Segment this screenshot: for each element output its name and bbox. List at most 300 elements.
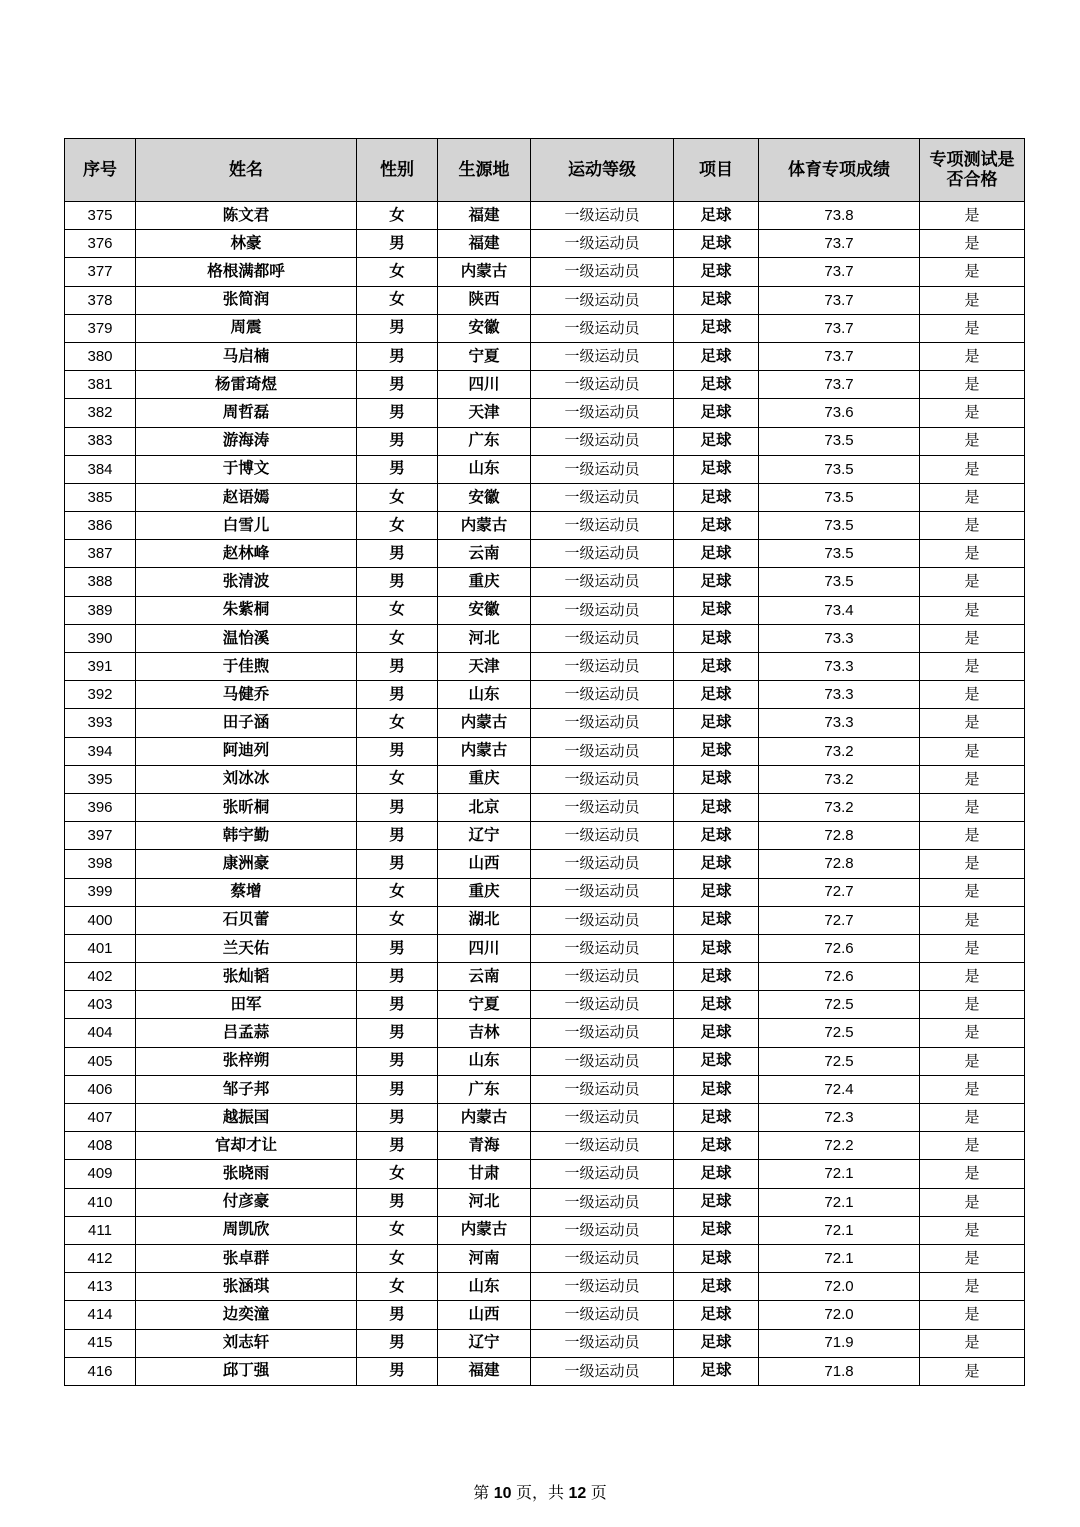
cell-gender: 男 [357,1075,438,1103]
cell-pass: 是 [920,1104,1025,1132]
cell-origin: 陕西 [438,286,531,314]
table-row [65,1188,1025,1216]
cell-name: 张晓雨 [136,1160,357,1188]
cell-score: 72.8 [759,850,920,878]
cell-pass: 是 [920,1301,1025,1329]
cell-pass: 是 [920,850,1025,878]
cell-name: 张灿韬 [136,963,357,991]
cell-name: 张昕桐 [136,793,357,821]
cell-name: 兰天佑 [136,934,357,962]
cell-event: 足球 [674,737,759,765]
cell-event: 足球 [674,314,759,342]
cell-origin: 云南 [438,540,531,568]
footer-middle: 页，共 [511,1485,569,1502]
cell-level: 一级运动员 [531,681,674,709]
cell-pass: 是 [920,202,1025,230]
athlete-roster-table [64,138,1025,1386]
table-row [65,1273,1025,1301]
cell-seq: 395 [65,765,136,793]
cell-origin: 内蒙古 [438,737,531,765]
cell-level: 一级运动员 [531,1301,674,1329]
cell-score: 72.1 [759,1244,920,1272]
table-row [65,906,1025,934]
cell-score: 72.7 [759,878,920,906]
cell-gender: 男 [357,737,438,765]
cell-gender: 男 [357,963,438,991]
column-header-origin: 生源地 [438,139,531,202]
cell-event: 足球 [674,822,759,850]
cell-pass: 是 [920,878,1025,906]
cell-gender: 女 [357,878,438,906]
table-row [65,455,1025,483]
cell-score: 72.5 [759,1019,920,1047]
cell-gender: 男 [357,1188,438,1216]
cell-level: 一级运动员 [531,1273,674,1301]
cell-level: 一级运动员 [531,568,674,596]
column-header-pass-label: 专项测试是否合格 [929,149,1015,189]
cell-level: 一级运动员 [531,483,674,511]
cell-seq: 377 [65,258,136,286]
cell-score: 73.2 [759,793,920,821]
cell-pass: 是 [920,342,1025,370]
cell-level: 一级运动员 [531,540,674,568]
cell-seq: 398 [65,850,136,878]
cell-score: 73.7 [759,258,920,286]
cell-pass: 是 [920,230,1025,258]
cell-name: 周凯欣 [136,1216,357,1244]
cell-score: 73.7 [759,286,920,314]
cell-seq: 403 [65,991,136,1019]
cell-pass: 是 [920,427,1025,455]
table-row [65,963,1025,991]
cell-name: 周震 [136,314,357,342]
cell-score: 72.1 [759,1160,920,1188]
cell-gender: 男 [357,822,438,850]
cell-seq: 405 [65,1047,136,1075]
cell-score: 73.3 [759,709,920,737]
cell-origin: 甘肃 [438,1160,531,1188]
cell-level: 一级运动员 [531,737,674,765]
cell-level: 一级运动员 [531,934,674,962]
cell-gender: 男 [357,681,438,709]
cell-score: 73.5 [759,427,920,455]
cell-name: 石贝蕾 [136,906,357,934]
cell-level: 一级运动员 [531,765,674,793]
cell-name: 韩宇勤 [136,822,357,850]
cell-origin: 内蒙古 [438,1104,531,1132]
table-row [65,596,1025,624]
cell-event: 足球 [674,568,759,596]
cell-level: 一级运动员 [531,1160,674,1188]
table-row [65,878,1025,906]
cell-seq: 396 [65,793,136,821]
cell-level: 一级运动员 [531,202,674,230]
cell-level: 一级运动员 [531,455,674,483]
cell-gender: 男 [357,455,438,483]
cell-name: 陈文君 [136,202,357,230]
cell-score: 71.8 [759,1357,920,1385]
cell-event: 足球 [674,202,759,230]
cell-event: 足球 [674,681,759,709]
table-row [65,624,1025,652]
table-row [65,399,1025,427]
cell-name: 周哲磊 [136,399,357,427]
cell-event: 足球 [674,1357,759,1385]
cell-event: 足球 [674,1188,759,1216]
cell-name: 边奕潼 [136,1301,357,1329]
cell-name: 赵林峰 [136,540,357,568]
cell-score: 73.7 [759,371,920,399]
cell-origin: 青海 [438,1132,531,1160]
cell-name: 白雪儿 [136,512,357,540]
table-row [65,202,1025,230]
table-row [65,1301,1025,1329]
cell-level: 一级运动员 [531,314,674,342]
cell-seq: 389 [65,596,136,624]
cell-seq: 384 [65,455,136,483]
cell-score: 73.5 [759,455,920,483]
cell-name: 张简润 [136,286,357,314]
cell-event: 足球 [674,1301,759,1329]
table-row [65,991,1025,1019]
cell-pass: 是 [920,399,1025,427]
cell-event: 足球 [674,1329,759,1357]
cell-score: 72.2 [759,1132,920,1160]
cell-origin: 云南 [438,963,531,991]
cell-origin: 广东 [438,427,531,455]
cell-level: 一级运动员 [531,1075,674,1103]
cell-seq: 392 [65,681,136,709]
cell-event: 足球 [674,399,759,427]
cell-pass: 是 [920,1216,1025,1244]
cell-event: 足球 [674,1160,759,1188]
cell-gender: 女 [357,624,438,652]
cell-score: 72.1 [759,1188,920,1216]
cell-name: 刘志轩 [136,1329,357,1357]
cell-gender: 女 [357,1273,438,1301]
table-body [65,202,1025,1386]
cell-event: 足球 [674,512,759,540]
footer-suffix: 页 [586,1485,607,1502]
cell-origin: 河北 [438,1188,531,1216]
cell-seq: 404 [65,1019,136,1047]
cell-origin: 重庆 [438,568,531,596]
cell-score: 73.3 [759,624,920,652]
cell-origin: 安徽 [438,483,531,511]
cell-name: 田军 [136,991,357,1019]
cell-gender: 男 [357,1104,438,1132]
table-row [65,1104,1025,1132]
column-header-seq: 序号 [65,139,136,202]
cell-score: 73.2 [759,765,920,793]
cell-name: 张梓朔 [136,1047,357,1075]
cell-score: 72.6 [759,934,920,962]
cell-seq: 378 [65,286,136,314]
cell-origin: 安徽 [438,596,531,624]
cell-score: 72.7 [759,906,920,934]
cell-gender: 女 [357,765,438,793]
cell-seq: 409 [65,1160,136,1188]
cell-seq: 411 [65,1216,136,1244]
cell-score: 73.3 [759,653,920,681]
table-row [65,850,1025,878]
cell-origin: 山东 [438,455,531,483]
cell-seq: 390 [65,624,136,652]
cell-seq: 397 [65,822,136,850]
cell-seq: 400 [65,906,136,934]
cell-score: 73.5 [759,483,920,511]
cell-gender: 男 [357,230,438,258]
cell-name: 康洲豪 [136,850,357,878]
table-header-row [65,139,1025,202]
table-row [65,681,1025,709]
cell-origin: 广东 [438,1075,531,1103]
table-row [65,653,1025,681]
table-row [65,258,1025,286]
table-row [65,1132,1025,1160]
column-header-pass [920,139,1025,202]
column-header-event: 项目 [674,139,759,202]
cell-seq: 376 [65,230,136,258]
cell-origin: 山西 [438,850,531,878]
cell-score: 72.8 [759,822,920,850]
cell-level: 一级运动员 [531,371,674,399]
cell-name: 格根满都呼 [136,258,357,286]
cell-pass: 是 [920,793,1025,821]
column-header-score: 体育专项成绩 [759,139,920,202]
cell-name: 田子涵 [136,709,357,737]
cell-score: 72.4 [759,1075,920,1103]
cell-name: 于博文 [136,455,357,483]
cell-name: 蔡增 [136,878,357,906]
cell-origin: 宁夏 [438,342,531,370]
cell-gender: 男 [357,850,438,878]
cell-origin: 河南 [438,1244,531,1272]
cell-event: 足球 [674,371,759,399]
cell-name: 吕孟蒜 [136,1019,357,1047]
cell-gender: 男 [357,793,438,821]
cell-seq: 416 [65,1357,136,1385]
table-row [65,512,1025,540]
cell-seq: 381 [65,371,136,399]
cell-origin: 福建 [438,1357,531,1385]
cell-origin: 四川 [438,934,531,962]
cell-origin: 福建 [438,230,531,258]
page-footer [0,1480,1080,1503]
cell-gender: 男 [357,1329,438,1357]
cell-name: 张清波 [136,568,357,596]
cell-level: 一级运动员 [531,1132,674,1160]
cell-event: 足球 [674,1216,759,1244]
table-row [65,1216,1025,1244]
cell-origin: 湖北 [438,906,531,934]
cell-origin: 吉林 [438,1019,531,1047]
footer-prefix: 第 [473,1485,494,1502]
table-row [65,822,1025,850]
cell-pass: 是 [920,709,1025,737]
cell-event: 足球 [674,850,759,878]
cell-level: 一级运动员 [531,1104,674,1132]
cell-pass: 是 [920,963,1025,991]
cell-name: 游海涛 [136,427,357,455]
cell-pass: 是 [920,568,1025,596]
cell-origin: 北京 [438,793,531,821]
cell-event: 足球 [674,709,759,737]
cell-seq: 385 [65,483,136,511]
cell-pass: 是 [920,1244,1025,1272]
cell-gender: 男 [357,399,438,427]
cell-level: 一级运动员 [531,963,674,991]
cell-level: 一级运动员 [531,906,674,934]
cell-name: 温怡溪 [136,624,357,652]
cell-event: 足球 [674,653,759,681]
cell-level: 一级运动员 [531,1357,674,1385]
cell-event: 足球 [674,1244,759,1272]
cell-name: 杨雷琦煜 [136,371,357,399]
cell-name: 阿迪列 [136,737,357,765]
cell-level: 一级运动员 [531,1216,674,1244]
table-row [65,342,1025,370]
cell-level: 一级运动员 [531,1329,674,1357]
cell-score: 73.5 [759,568,920,596]
cell-pass: 是 [920,653,1025,681]
cell-pass: 是 [920,512,1025,540]
cell-pass: 是 [920,906,1025,934]
cell-level: 一级运动员 [531,653,674,681]
cell-gender: 男 [357,371,438,399]
cell-event: 足球 [674,1047,759,1075]
cell-origin: 安徽 [438,314,531,342]
cell-level: 一级运动员 [531,624,674,652]
cell-name: 马健乔 [136,681,357,709]
cell-name: 赵语嫣 [136,483,357,511]
cell-gender: 女 [357,512,438,540]
cell-gender: 女 [357,258,438,286]
cell-level: 一级运动员 [531,793,674,821]
cell-pass: 是 [920,737,1025,765]
cell-score: 73.5 [759,512,920,540]
table-row [65,1019,1025,1047]
cell-name: 官却才让 [136,1132,357,1160]
cell-pass: 是 [920,1132,1025,1160]
cell-origin: 内蒙古 [438,258,531,286]
cell-level: 一级运动员 [531,258,674,286]
cell-event: 足球 [674,934,759,962]
cell-seq: 394 [65,737,136,765]
table-row [65,314,1025,342]
cell-gender: 女 [357,596,438,624]
cell-seq: 406 [65,1075,136,1103]
cell-name: 马启楠 [136,342,357,370]
cell-score: 73.6 [759,399,920,427]
table-row [65,427,1025,455]
cell-event: 足球 [674,906,759,934]
cell-name: 朱紫桐 [136,596,357,624]
cell-score: 73.3 [759,681,920,709]
table-row [65,483,1025,511]
table-row [65,709,1025,737]
table-row [65,793,1025,821]
cell-name: 于佳煦 [136,653,357,681]
table-row [65,1047,1025,1075]
table-row [65,286,1025,314]
cell-event: 足球 [674,963,759,991]
cell-name: 林豪 [136,230,357,258]
cell-name: 张涵琪 [136,1273,357,1301]
cell-level: 一级运动员 [531,1047,674,1075]
cell-pass: 是 [920,1329,1025,1357]
cell-seq: 391 [65,653,136,681]
cell-seq: 412 [65,1244,136,1272]
cell-event: 足球 [674,258,759,286]
cell-score: 72.0 [759,1301,920,1329]
cell-score: 73.5 [759,540,920,568]
cell-name: 刘冰冰 [136,765,357,793]
cell-pass: 是 [920,1357,1025,1385]
cell-level: 一级运动员 [531,512,674,540]
cell-seq: 402 [65,963,136,991]
cell-gender: 女 [357,202,438,230]
cell-score: 72.3 [759,1104,920,1132]
cell-event: 足球 [674,455,759,483]
cell-seq: 383 [65,427,136,455]
cell-level: 一级运动员 [531,399,674,427]
cell-origin: 宁夏 [438,991,531,1019]
cell-gender: 男 [357,1019,438,1047]
cell-score: 73.7 [759,342,920,370]
cell-origin: 重庆 [438,878,531,906]
table-row [65,737,1025,765]
cell-gender: 男 [357,314,438,342]
cell-gender: 女 [357,1216,438,1244]
cell-gender: 男 [357,1132,438,1160]
table-row [65,230,1025,258]
cell-pass: 是 [920,455,1025,483]
cell-origin: 内蒙古 [438,709,531,737]
cell-gender: 男 [357,1357,438,1385]
cell-score: 73.7 [759,230,920,258]
cell-gender: 男 [357,427,438,455]
cell-event: 足球 [674,1273,759,1301]
table-row [65,765,1025,793]
cell-pass: 是 [920,1160,1025,1188]
cell-event: 足球 [674,991,759,1019]
cell-level: 一级运动员 [531,1244,674,1272]
cell-gender: 女 [357,906,438,934]
cell-pass: 是 [920,822,1025,850]
cell-origin: 山西 [438,1301,531,1329]
table-row [65,1244,1025,1272]
cell-origin: 山东 [438,1273,531,1301]
cell-event: 足球 [674,1104,759,1132]
cell-level: 一级运动员 [531,878,674,906]
cell-gender: 女 [357,286,438,314]
cell-pass: 是 [920,286,1025,314]
cell-origin: 山东 [438,681,531,709]
cell-origin: 重庆 [438,765,531,793]
cell-pass: 是 [920,1047,1025,1075]
cell-seq: 393 [65,709,136,737]
cell-gender: 男 [357,342,438,370]
cell-seq: 410 [65,1188,136,1216]
cell-name: 越振国 [136,1104,357,1132]
cell-origin: 辽宁 [438,1329,531,1357]
cell-score: 71.9 [759,1329,920,1357]
cell-seq: 401 [65,934,136,962]
footer-current-page: 10 [493,1485,512,1502]
cell-gender: 男 [357,1047,438,1075]
cell-name: 张卓群 [136,1244,357,1272]
